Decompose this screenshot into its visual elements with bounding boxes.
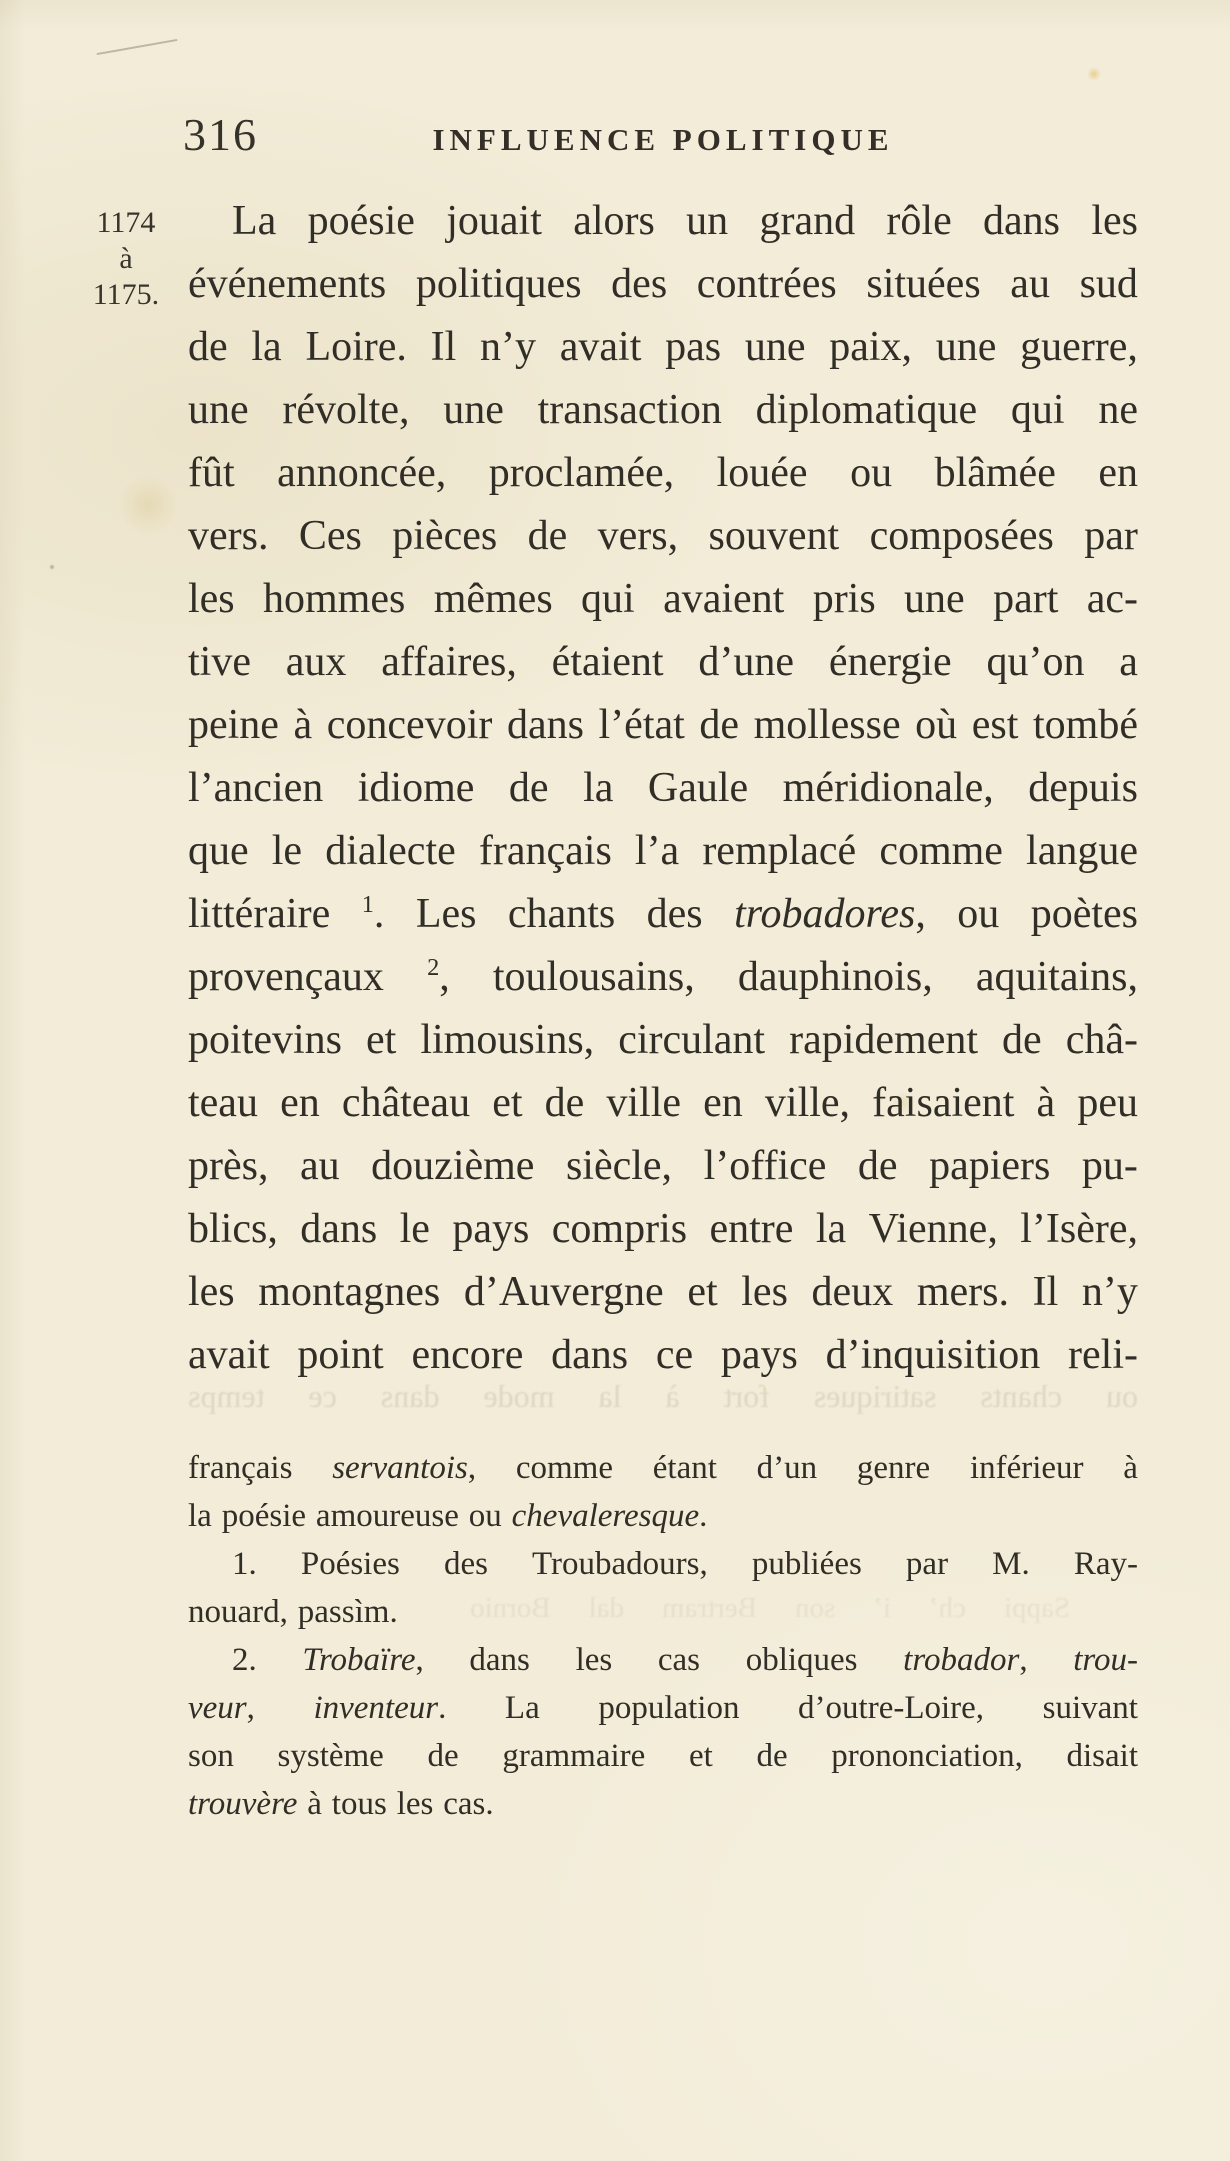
word: grand <box>759 198 856 244</box>
word: avait <box>559 324 642 370</box>
word: la <box>251 324 282 370</box>
word: à <box>1036 1080 1056 1126</box>
word: jouait <box>446 198 542 244</box>
running-header: INFLUENCE POLITIQUE <box>432 122 894 157</box>
word: obliques <box>745 1642 858 1678</box>
word: la <box>598 1378 622 1414</box>
word: Sappi <box>1003 1592 1070 1624</box>
body-line <box>188 1208 1138 1250</box>
word: peine <box>188 702 279 748</box>
word: les <box>1091 198 1138 244</box>
word: de <box>508 765 549 811</box>
word: teau <box>188 1080 258 1126</box>
word: douzième <box>371 1143 535 1189</box>
word: population <box>598 1690 740 1726</box>
word: remplacé <box>702 828 857 874</box>
body-line <box>188 704 1138 746</box>
word: système <box>277 1738 384 1774</box>
word: faisaient <box>872 1080 1015 1126</box>
word: d’inquisition <box>825 1332 1041 1378</box>
word: étaient <box>551 639 664 685</box>
word: fort <box>723 1378 770 1414</box>
word: fût <box>188 450 235 496</box>
word: avait <box>188 1332 270 1378</box>
word: $^1$. <box>361 891 385 937</box>
word: deux <box>811 1269 894 1315</box>
word: papiers <box>929 1143 1051 1189</box>
word: 1. <box>232 1546 257 1582</box>
word: ou <box>468 1498 502 1534</box>
word: de <box>188 324 228 370</box>
word: contrées <box>696 261 837 307</box>
word: annoncée, <box>277 450 447 496</box>
word: à <box>665 1378 680 1414</box>
word: proclamée, <box>488 450 675 496</box>
word: prononciation, <box>831 1738 1023 1774</box>
word: et <box>687 1269 718 1315</box>
word: servantois, <box>332 1450 477 1486</box>
word: disait <box>1066 1738 1138 1774</box>
body-line <box>188 263 1138 305</box>
word: passìm. <box>297 1594 398 1630</box>
word: que <box>188 828 249 874</box>
word: d’une <box>698 639 795 685</box>
word: concevoir <box>326 702 493 748</box>
word: dans <box>300 1206 378 1252</box>
word: ac- <box>1086 576 1138 622</box>
word: qu’on <box>986 639 1085 685</box>
word: les <box>741 1269 788 1315</box>
word: comme <box>515 1450 613 1486</box>
word: ce <box>308 1378 337 1414</box>
word: son <box>188 1738 234 1774</box>
word: ou <box>957 891 1000 937</box>
margin-date-start: 1174 <box>96 206 156 239</box>
word: guerre, <box>1020 324 1138 370</box>
word: énergie <box>828 639 952 685</box>
word: inférieur <box>969 1450 1084 1486</box>
word: la <box>815 1206 847 1252</box>
word: Poésies <box>300 1546 400 1582</box>
word: de <box>756 1738 788 1774</box>
word: qui <box>581 576 635 622</box>
word: dal <box>588 1592 625 1624</box>
word: en <box>280 1080 320 1126</box>
word: Gaule <box>647 765 749 811</box>
word: l’Isère, <box>1020 1206 1138 1252</box>
word: d’un <box>756 1450 818 1486</box>
footnote-line <box>188 1692 1138 1725</box>
word: de <box>427 1738 459 1774</box>
word: entre <box>709 1206 794 1252</box>
word: poésie <box>221 1498 307 1534</box>
word: ne <box>1098 387 1138 433</box>
word: compris <box>551 1206 688 1252</box>
footnote-line <box>188 1644 1138 1677</box>
word: près, <box>188 1143 269 1189</box>
word: n’y <box>480 324 537 370</box>
word: reli- <box>1068 1332 1138 1378</box>
body-line <box>188 767 1138 809</box>
body-line <box>188 1082 1138 1124</box>
word: rapidement <box>789 1017 979 1063</box>
word: est <box>971 702 1019 748</box>
word: de <box>1002 1017 1042 1063</box>
word: une <box>744 324 806 370</box>
word: où <box>915 702 958 748</box>
word: Il <box>1032 1269 1059 1315</box>
word: en <box>703 1080 743 1126</box>
word: composées <box>869 513 1054 559</box>
page-number: 316 <box>183 109 258 160</box>
word: i’ <box>873 1592 891 1624</box>
word: Vienne, <box>868 1206 998 1252</box>
showthrough-line <box>188 1380 1138 1412</box>
word: par <box>1084 513 1138 559</box>
word: peu <box>1077 1080 1138 1126</box>
word: mers. <box>916 1269 1009 1315</box>
word: tous <box>331 1786 387 1822</box>
word: Troubadours, <box>532 1546 708 1582</box>
word: n’y <box>1081 1269 1138 1315</box>
margin-date-connector: à <box>119 242 133 275</box>
word: Loire. <box>305 324 407 370</box>
word: cas. <box>443 1786 494 1822</box>
word: vers. <box>188 513 269 559</box>
word: Il <box>430 324 457 370</box>
word: trou- <box>1073 1642 1138 1678</box>
margin-date-end: 1175. <box>92 278 160 311</box>
word: inventeur. <box>313 1690 447 1726</box>
word: vers, <box>597 513 679 559</box>
word: souvent <box>708 513 840 559</box>
word: une <box>188 387 249 433</box>
word: trouvère <box>188 1786 298 1822</box>
margin-date-note <box>80 205 172 313</box>
body-line <box>188 893 1138 935</box>
body-line <box>188 452 1138 494</box>
body-line <box>188 515 1138 557</box>
word: politiques <box>415 261 582 307</box>
word: rôle <box>886 198 952 244</box>
word: blics, <box>188 1206 278 1252</box>
word: dialecte <box>325 828 456 874</box>
word: le <box>271 828 303 874</box>
word: montagnes <box>258 1269 441 1315</box>
word: par <box>905 1546 949 1582</box>
word: pays <box>452 1206 530 1252</box>
word: en <box>1098 450 1138 496</box>
word: une <box>443 387 504 433</box>
word: ville <box>606 1080 682 1126</box>
word: poètes <box>1030 891 1138 937</box>
word: Ray- <box>1073 1546 1138 1582</box>
word: de <box>857 1143 898 1189</box>
word: chants <box>980 1378 1063 1414</box>
word: ou <box>1106 1378 1138 1414</box>
word: suivant <box>1042 1690 1138 1726</box>
word: des <box>646 891 703 937</box>
word: le <box>399 1206 430 1252</box>
word: alors <box>573 198 655 244</box>
footnote-line <box>188 1740 1138 1773</box>
word: dans <box>551 1332 629 1378</box>
footnote-line <box>188 1788 1138 1821</box>
word: grammaire <box>502 1738 646 1774</box>
body-line <box>188 956 1138 998</box>
word: et <box>492 1080 523 1126</box>
word: un <box>686 198 729 244</box>
word: point <box>297 1332 384 1378</box>
word: d’outre-Loire, <box>798 1690 985 1726</box>
footnote-line <box>188 1500 1138 1533</box>
word: à <box>307 1786 322 1822</box>
word: dauphinois, <box>737 954 933 1000</box>
word: les <box>396 1786 434 1822</box>
word: $^2$, <box>427 954 450 1000</box>
word: étant <box>652 1450 717 1486</box>
word: français <box>478 828 612 874</box>
body-line <box>188 830 1138 872</box>
word: La <box>232 198 277 244</box>
word: limousins, <box>420 1017 595 1063</box>
word: ch’ <box>928 1592 966 1624</box>
showthrough-line <box>470 1594 1070 1623</box>
word: ville, <box>764 1080 851 1126</box>
word: M. <box>992 1546 1030 1582</box>
word: veur, <box>188 1690 255 1726</box>
word: tive <box>188 639 251 685</box>
word: et <box>688 1738 713 1774</box>
word: français <box>188 1450 293 1486</box>
footnote-line <box>188 1452 1138 1485</box>
word: Trobaïre, <box>302 1642 424 1678</box>
paper-scratch-mark <box>96 39 177 55</box>
word: amoureuse <box>315 1498 459 1534</box>
word: et <box>366 1017 397 1063</box>
word: avaient <box>663 576 785 622</box>
word: de <box>527 513 568 559</box>
word: diplomatique <box>755 387 978 433</box>
word: mode <box>483 1378 555 1414</box>
body-line <box>188 389 1138 431</box>
word: de <box>544 1080 585 1126</box>
word: Ces <box>298 513 362 559</box>
body-line <box>188 1271 1138 1313</box>
word: paix, <box>829 324 913 370</box>
word: pris <box>812 576 876 622</box>
word: Bornio <box>470 1592 551 1624</box>
body-line <box>188 641 1138 683</box>
word: chants <box>507 891 616 937</box>
word: encore <box>411 1332 524 1378</box>
word: provençaux <box>188 954 384 1000</box>
word: La <box>504 1690 540 1726</box>
word: poitevins <box>188 1017 342 1063</box>
word: l’état <box>598 702 685 748</box>
word: littéraire <box>188 891 331 937</box>
word: châ- <box>1065 1017 1138 1063</box>
word: au <box>300 1143 340 1189</box>
word: sud <box>1079 261 1138 307</box>
word: pas <box>665 324 722 370</box>
word: transaction <box>537 387 722 433</box>
word: situées <box>866 261 981 307</box>
body-line <box>188 1019 1138 1061</box>
word: toulousains, <box>492 954 695 1000</box>
word: qui <box>1010 387 1065 433</box>
word: aquitains, <box>975 954 1138 1000</box>
word: son <box>794 1592 836 1624</box>
word: ce <box>655 1332 694 1378</box>
body-line <box>188 578 1138 620</box>
word: part <box>993 576 1059 622</box>
word: Les <box>415 891 477 937</box>
word: siècle, <box>565 1143 673 1189</box>
word: dans <box>506 702 584 748</box>
word: aux <box>285 639 347 685</box>
word: nouard, <box>188 1594 288 1630</box>
word: temps <box>188 1378 265 1414</box>
word: une <box>904 576 965 622</box>
word: les <box>575 1642 613 1678</box>
word: la <box>583 765 614 811</box>
word: méridionale, <box>782 765 994 811</box>
word: dans <box>469 1642 530 1678</box>
word: pièces <box>392 513 498 559</box>
word: les <box>188 1269 235 1315</box>
word: les <box>188 576 235 622</box>
word: trobadores, <box>734 891 926 937</box>
word: des <box>611 261 668 307</box>
body-line <box>188 326 1138 368</box>
body-line <box>188 200 1138 242</box>
word: dans <box>380 1378 440 1414</box>
word: révolte, <box>282 387 410 433</box>
word: cas <box>657 1642 701 1678</box>
word: de <box>699 702 740 748</box>
word: chevaleresque. <box>511 1498 708 1534</box>
word: au <box>1010 261 1050 307</box>
word: d’Auvergne <box>463 1269 664 1315</box>
word: idiome <box>357 765 475 811</box>
word: publiées <box>751 1546 862 1582</box>
word: à <box>1123 1450 1138 1486</box>
word: la <box>188 1498 212 1534</box>
word: hommes <box>263 576 406 622</box>
word: tombé <box>1032 702 1138 748</box>
word: affaires, <box>381 639 517 685</box>
word: mêmes <box>433 576 553 622</box>
word: circulant <box>618 1017 766 1063</box>
word: a <box>1119 639 1138 685</box>
word: l’ancien <box>188 765 324 811</box>
word: langue <box>1026 828 1138 874</box>
word: Bertram <box>662 1592 758 1624</box>
word: à <box>293 702 313 748</box>
word: poésie <box>307 198 415 244</box>
body-line <box>188 1334 1138 1376</box>
word: une <box>935 324 997 370</box>
word: événements <box>188 261 387 307</box>
word: satiriques <box>813 1378 937 1414</box>
word: pays <box>720 1332 798 1378</box>
footnote-line <box>188 1548 1138 1581</box>
word: trobador, <box>903 1642 1028 1678</box>
word: comme <box>879 828 1003 874</box>
word: mollesse <box>753 702 901 748</box>
word: l’a <box>634 828 680 874</box>
word: pu- <box>1081 1143 1138 1189</box>
word: château <box>341 1080 471 1126</box>
word: l’office <box>703 1143 827 1189</box>
word: ou <box>850 450 893 496</box>
word: 2. <box>232 1642 257 1678</box>
word: blâmée <box>934 450 1056 496</box>
word: depuis <box>1028 765 1138 811</box>
word: louée <box>716 450 808 496</box>
word: genre <box>856 1450 931 1486</box>
body-line <box>188 1145 1138 1187</box>
word: des <box>443 1546 488 1582</box>
word: dans <box>983 198 1061 244</box>
